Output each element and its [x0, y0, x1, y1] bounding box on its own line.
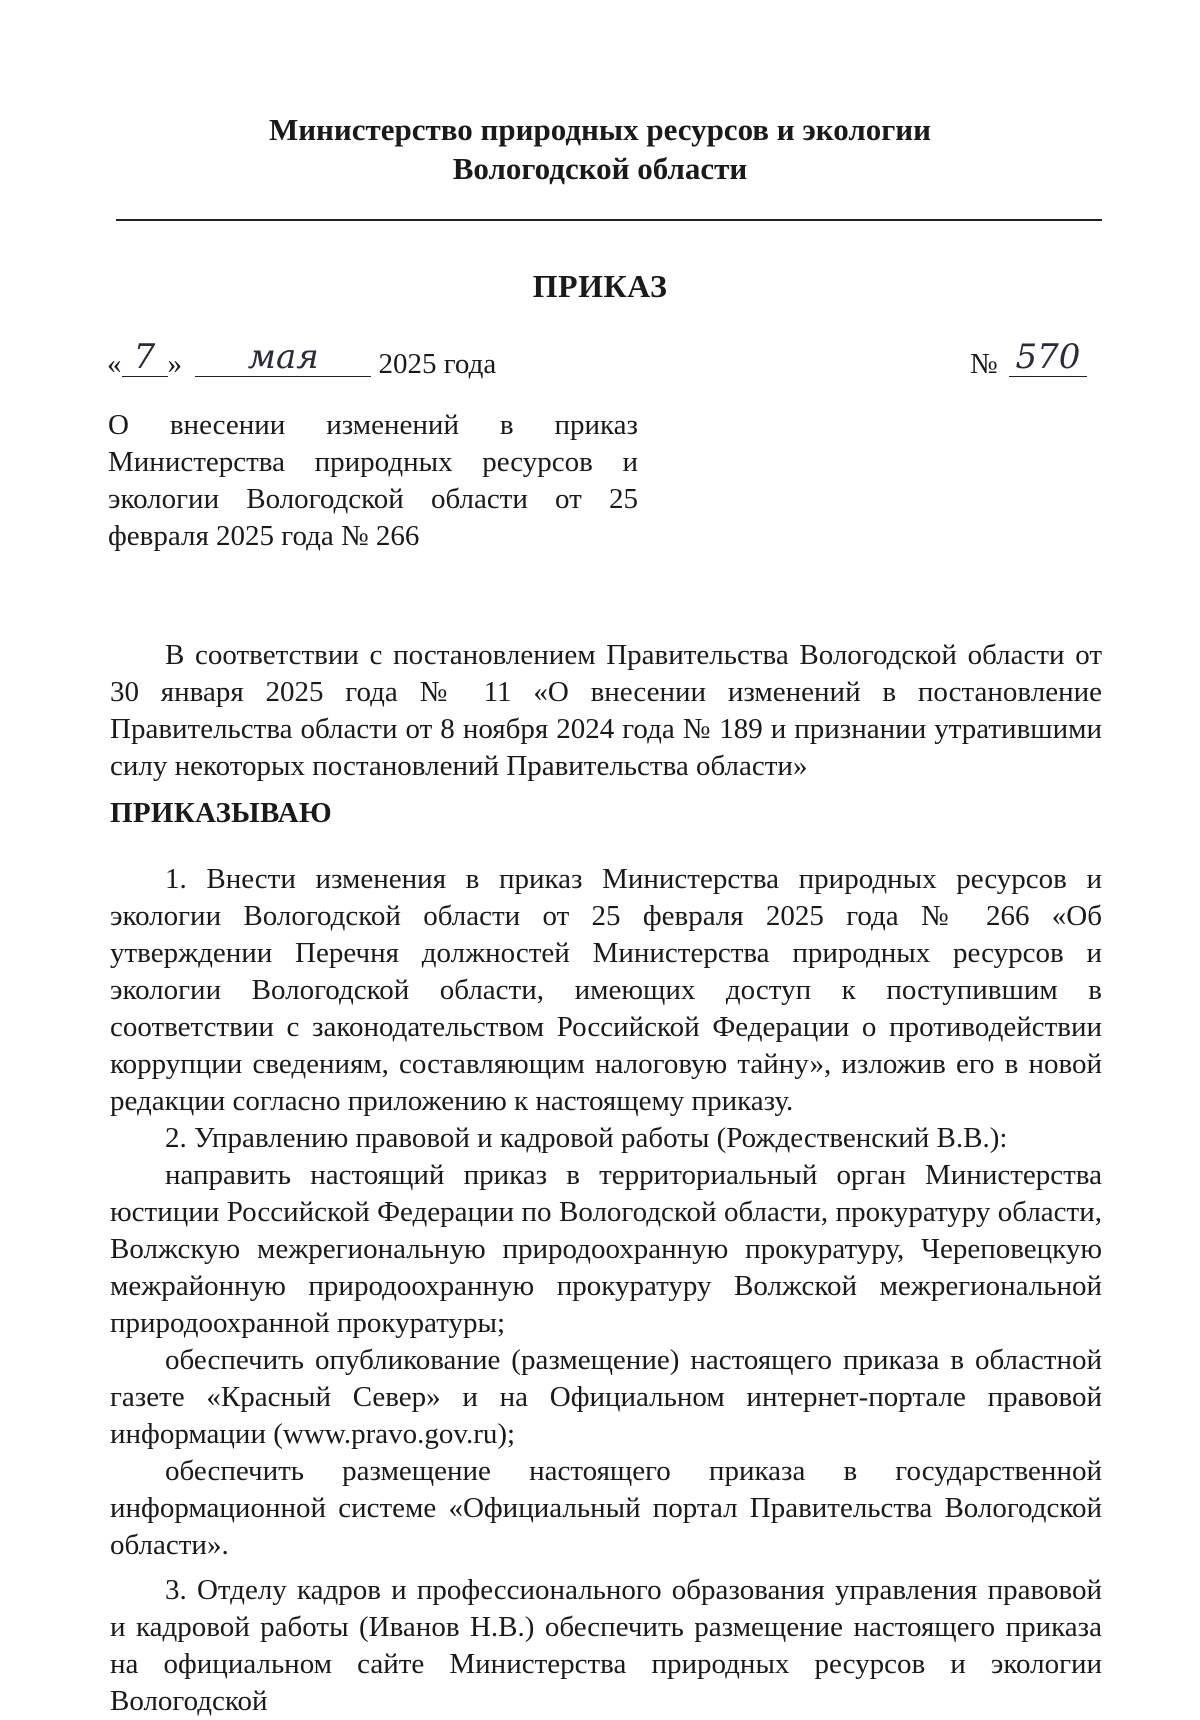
order-item-1: 1. Внести изменения в приказ Министерства природных ресурсов и экологии Вологодской области от 25 февраля 2025 года № 266 «Об утверждении Перечня должностей Министерства природных ресурсов и экологии Вологодской области, имеющих доступ к поступившим в соответствии с законодательством Российской Федерации о противодействии коррупции сведениям, составляющим налоговую тайну», изложив его в новой редакции согласно приложению к настоящему приказу. [110, 863, 1102, 1117]
org-name-line-1: Министерство природных ресурсов и экологии [268, 112, 932, 147]
number-field [1009, 337, 1087, 377]
document-subject: О внесении изменений в приказ Министерства природных ресурсов и экологии Вологодской области от 25 февраля 2025 года № 266 [108, 409, 638, 552]
document-type-title: ПРИКАЗ [532, 268, 668, 304]
order-item-3: 3. Отделу кадров и профессионального образования управления правовой и кадровой работы (Иванов Н.В.) обеспечить размещение настоящего приказа на официальном сайте Министерства природных ресурсов и экологии Вологодской [110, 1574, 1102, 1717]
number-label: № [970, 348, 998, 380]
preamble [110, 637, 1102, 785]
date-year: 2025 года [378, 348, 497, 380]
date-day-field [122, 337, 168, 377]
order-item-2-sub-1: направить настоящий приказ в территориальный орган Министерства юстиции Российской Федерации по Вологодской области, прокуратуру области, Волжскую межрегиональную природоохранную прокуратуру, Череповецкую межрайонную природоохранную прокуратуру Волжской межрегиональной природоохранной прокуратуры; [110, 1159, 1102, 1339]
order-item-2-sub-2: обеспечить опубликование (размещение) настоящего приказа в областной газете «Красный Север» и на Официальном интернет-портале правовой информации (www.pravo.gov.ru); [110, 1344, 1102, 1450]
preamble-text: В соответствии с постановлением Правительства Вологодской области от 30 января 2025 года № 11 «О внесении изменений в постановление Правительства области от 8 ноября 2024 года № 189 и признании утратившими силу некоторых постановлений Правительства области» [110, 639, 1102, 782]
org-name-line-2: Вологодской области [452, 151, 748, 186]
date-month-handwritten: мая [247, 337, 319, 377]
header-divider [116, 219, 1102, 221]
order-keyword: ПРИКАЗЫВАЮ [110, 797, 332, 829]
number-handwritten: 570 [1015, 337, 1081, 377]
order-item-2-sub-3: обеспечить размещение настоящего приказа в государственной информационной системе «Официальный портал Правительства Вологодской области». [110, 1455, 1102, 1561]
order-items [110, 861, 1102, 1720]
date-month-field [195, 337, 371, 377]
organization-header [0, 110, 1200, 188]
document-date [107, 337, 497, 386]
order-item-2: 2. Управлению правовой и кадровой работы (Рождественский В.В.): [165, 1122, 1008, 1154]
date-quote-open: « [107, 348, 122, 380]
date-day-handwritten: 7 [133, 337, 156, 377]
date-quote-close: » [167, 348, 182, 380]
document-number [970, 337, 1087, 381]
